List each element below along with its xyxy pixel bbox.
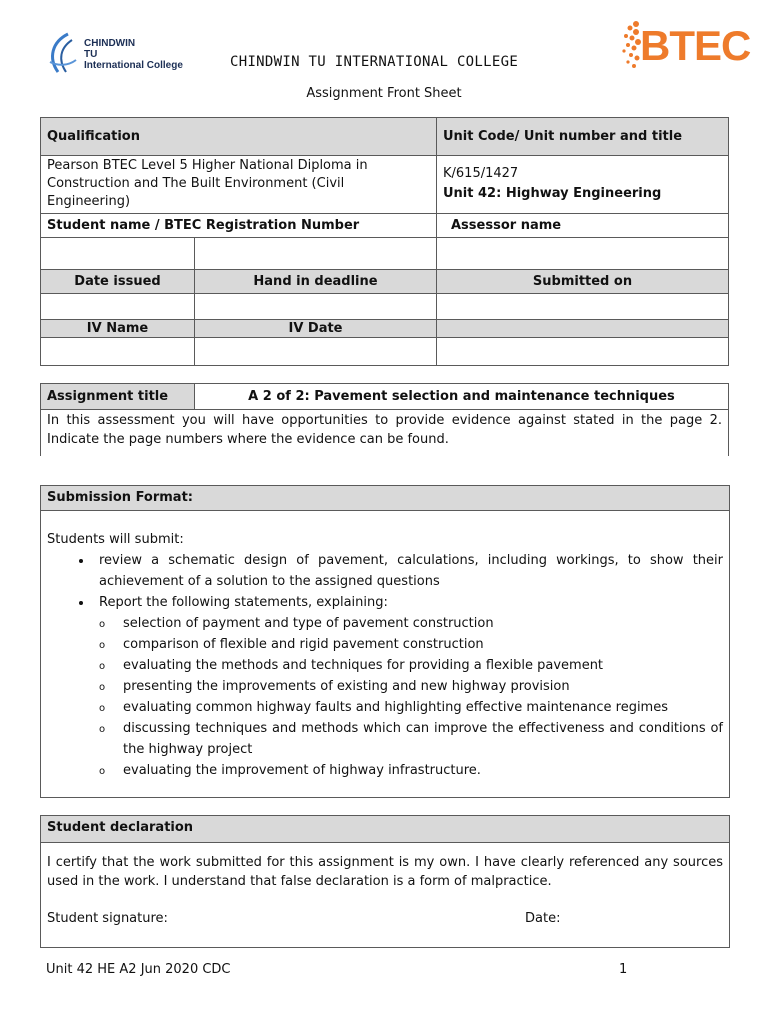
date-issued-field[interactable]: [41, 294, 195, 320]
btec-dots-icon: [618, 18, 642, 70]
qualification-value: [41, 156, 437, 214]
list-item: o discussing techniques and methods which can improve the effectiveness and conditions of the highway project: [123, 718, 723, 760]
page-title: Assignment Front Sheet: [306, 86, 462, 101]
iv-name-label: IV Name: [41, 320, 195, 338]
logo-line2: TU: [84, 49, 98, 60]
list-item: o comparison of flexible and rigid pavement construction: [123, 634, 723, 655]
page-number: 1: [619, 962, 628, 977]
logo-line1: CHINDWIN: [84, 38, 136, 49]
assignment-title-label: Assignment title: [41, 384, 195, 410]
submitted-on-label: Submitted on: [437, 270, 729, 294]
date-label: Date:: [525, 911, 561, 926]
report-lead: Report the following statements, explaining:: [99, 595, 388, 610]
iv-blank-header: [437, 320, 729, 338]
list-item: [93, 592, 723, 781]
date-issued-label: Date issued: [41, 270, 195, 294]
submission-heading: Submission Format:: [41, 486, 729, 511]
iv-extra-field[interactable]: [437, 338, 729, 366]
assignment-description: In this assessment you will have opportunities to provide evidence against stated in the page 2. Indicate the page numbers where the evidence can be found.: [41, 410, 729, 456]
iv-date-label: IV Date: [195, 320, 437, 338]
declaration-text: I certify that the work submitted for this assignment is my own. I have clearly referenced any sources used in the work. I understand that false declaration is a form of malpractice.: [47, 855, 723, 889]
college-name: CHINDWIN TU INTERNATIONAL COLLEGE: [230, 54, 519, 70]
assignment-title-value: A 2 of 2: Pavement selection and maintenance techniques: [195, 384, 729, 410]
submitted-on-field[interactable]: [437, 294, 729, 320]
logo-line3: International College: [84, 60, 183, 71]
report-sub-items: [99, 613, 723, 781]
submission-intro: Students will submit:: [47, 532, 184, 547]
assessor-name-field[interactable]: [437, 238, 729, 270]
unit-code-label: Unit Code/ Unit number and title: [437, 118, 729, 156]
iv-name-field[interactable]: [41, 338, 195, 366]
btec-wordmark: BTEC: [640, 22, 751, 69]
student-name-field[interactable]: [41, 238, 195, 270]
qualification-text: Pearson BTEC Level 5 Higher National Diploma in Construction and The Built Environment (Civil Engineering): [47, 158, 368, 209]
list-item: o evaluating the methods and techniques for providing a flexible pavement: [123, 655, 723, 676]
unit-value-cell: [437, 156, 729, 214]
hand-in-deadline-label: Hand in deadline: [195, 270, 437, 294]
submission-format-box: [40, 485, 730, 798]
student-name-label: Student name / BTEC Registration Number: [41, 214, 437, 238]
list-item: o selection of payment and type of pavement construction: [123, 613, 723, 634]
list-item: • review a schematic design of pavement, calculations, including workings, to show their achievement of a solution to the assigned questions: [93, 550, 723, 592]
declaration-box: [40, 815, 730, 948]
submission-bullets: [47, 550, 723, 781]
signature-label: Student signature:: [47, 911, 168, 926]
assignment-table: [40, 383, 729, 456]
hand-in-deadline-field[interactable]: [195, 294, 437, 320]
list-item: o presenting the improvements of existing and new highway provision: [123, 676, 723, 697]
chindwin-swirl-icon: [44, 32, 80, 78]
list-item: o evaluating the improvement of highway infrastructure.: [123, 760, 723, 781]
declaration-heading: Student declaration: [41, 816, 729, 843]
footer-doc-code: Unit 42 HE A2 Jun 2020 CDC: [46, 962, 231, 977]
assessor-name-label: Assessor name: [437, 214, 729, 238]
btec-logo: [618, 16, 751, 76]
iv-date-field[interactable]: [195, 338, 437, 366]
front-sheet-table: [40, 117, 729, 366]
registration-number-field[interactable]: [195, 238, 437, 270]
qualification-label: Qualification: [41, 118, 437, 156]
unit-code: K/615/1427: [443, 166, 519, 181]
chindwin-logo: [44, 28, 204, 80]
unit-title: Unit 42: Highway Engineering: [443, 186, 662, 201]
list-item: o evaluating common highway faults and highlighting effective maintenance regimes: [123, 697, 723, 718]
